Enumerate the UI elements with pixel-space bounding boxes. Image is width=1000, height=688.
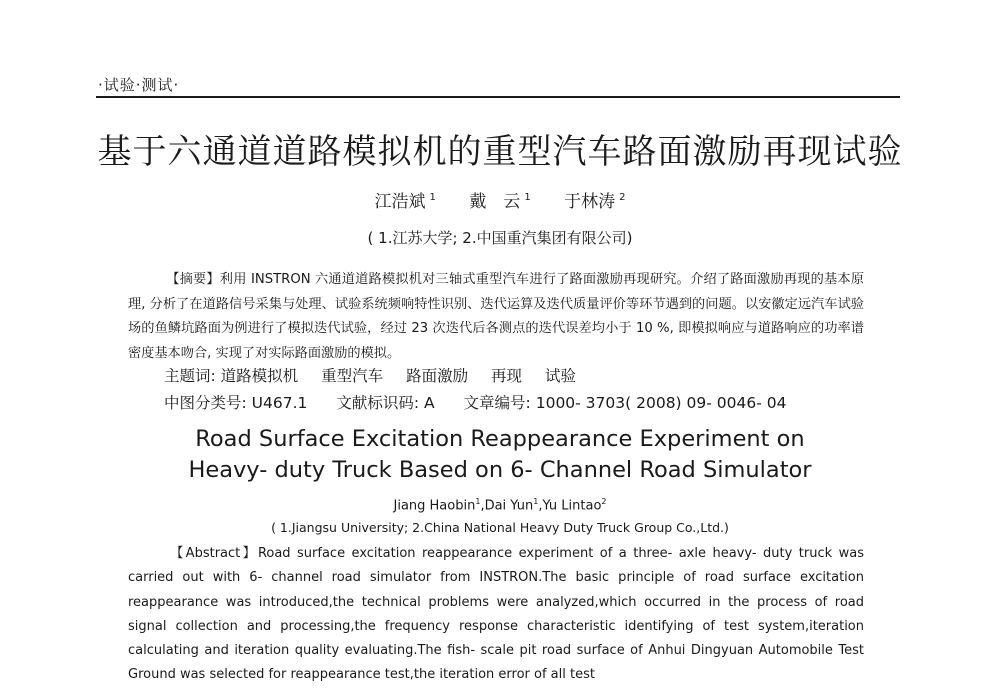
header-rule bbox=[96, 96, 900, 98]
author-cn-3: 于林涛 $^2$ bbox=[564, 192, 626, 212]
english-title bbox=[0, 424, 1000, 486]
keyword-item: 路面激励 bbox=[406, 367, 469, 385]
author-cn-1: 江浩斌 $^1$ bbox=[374, 192, 436, 212]
abstract-cn-label: 【摘要】 bbox=[166, 272, 220, 287]
english-title-line-1: Road Surface Excitation Reappearance Experiment on bbox=[195, 426, 805, 452]
doc-code-label: 文献标识码: bbox=[336, 394, 420, 412]
chinese-title: 基于六通道道路模拟机的重型汽车路面激励再现试验 bbox=[97, 132, 903, 172]
english-abstract bbox=[128, 542, 864, 688]
article-number-label: 文章编号: bbox=[463, 394, 531, 412]
chinese-keywords bbox=[164, 364, 594, 386]
author-cn-2: 戴 云 $^1$ bbox=[469, 192, 531, 212]
clc-value: U467.1 bbox=[251, 394, 308, 412]
keyword-item: 试验 bbox=[544, 367, 576, 385]
classification-line bbox=[164, 391, 786, 413]
doc-code-value: A bbox=[424, 394, 435, 412]
clc-label: 中图分类号: bbox=[164, 394, 247, 412]
chinese-authors bbox=[0, 187, 1000, 212]
keyword-item: 道路模拟机 bbox=[220, 367, 299, 385]
keywords-label: 主题词: bbox=[164, 367, 216, 385]
keyword-item: 重型汽车 bbox=[321, 367, 384, 385]
english-title-line-2: Heavy- duty Truck Based on 6- Channel Road Simulator bbox=[188, 457, 812, 483]
english-affiliation: ( 1.Jiangsu University; 2.China National Heavy Duty Truck Group Co.,Ltd.) bbox=[271, 520, 729, 535]
chinese-affiliation: ( 1.江苏大学; 2.中国重汽集团有限公司) bbox=[367, 229, 633, 247]
abstract-en-label: 【Abstract】 bbox=[168, 546, 258, 561]
section-tag: ·试验·测试· bbox=[98, 76, 180, 94]
abstract-cn-text: 利用 INSTRON 六通道道路模拟机对三轴式重型汽车进行了路面激励再现研究。介绍了路面激励再现的基本原理, 分析了在道路信号采集与处理、试验系统频响特性识别、迭代运算及迭代质量评价等环节遇到的问题。以安徽定远汽车试验场的鱼鳞坑路面为例进行了模拟迭代试验，经过 23 次迭代后各测点的迭代误差均小于 10 %, 即模拟响应与道路响应的功率谱密度基本吻合, 实现了对实际路面激励的模拟。 bbox=[128, 272, 865, 361]
article-number-value: 1000- 3703( 2008) 09- 0046- 04 bbox=[535, 394, 787, 412]
english-authors: Jiang Haobin$^1$,Dai Yun$^1$,Yu Lintao$^2$ bbox=[393, 497, 607, 514]
keyword-item: 再现 bbox=[491, 367, 523, 385]
chinese-abstract bbox=[128, 268, 864, 366]
abstract-en-text: Road surface excitation reappearance experiment of a three- axle heavy- duty truck was carried out with 6- channel road simulator from INSTRON.The basic principle of road surface excitation reappearance was introduced,the technical problems were analyzed,which occurred in the process of road signal collection and processing,the frequency response characteristic identifying of test system,iteration calculating and iteration quality evaluating.The fish- scale pit road surface of Anhui Dingyuan Automobile Test Ground was selected for reappearance test,the iteration error of all test bbox=[128, 546, 864, 683]
